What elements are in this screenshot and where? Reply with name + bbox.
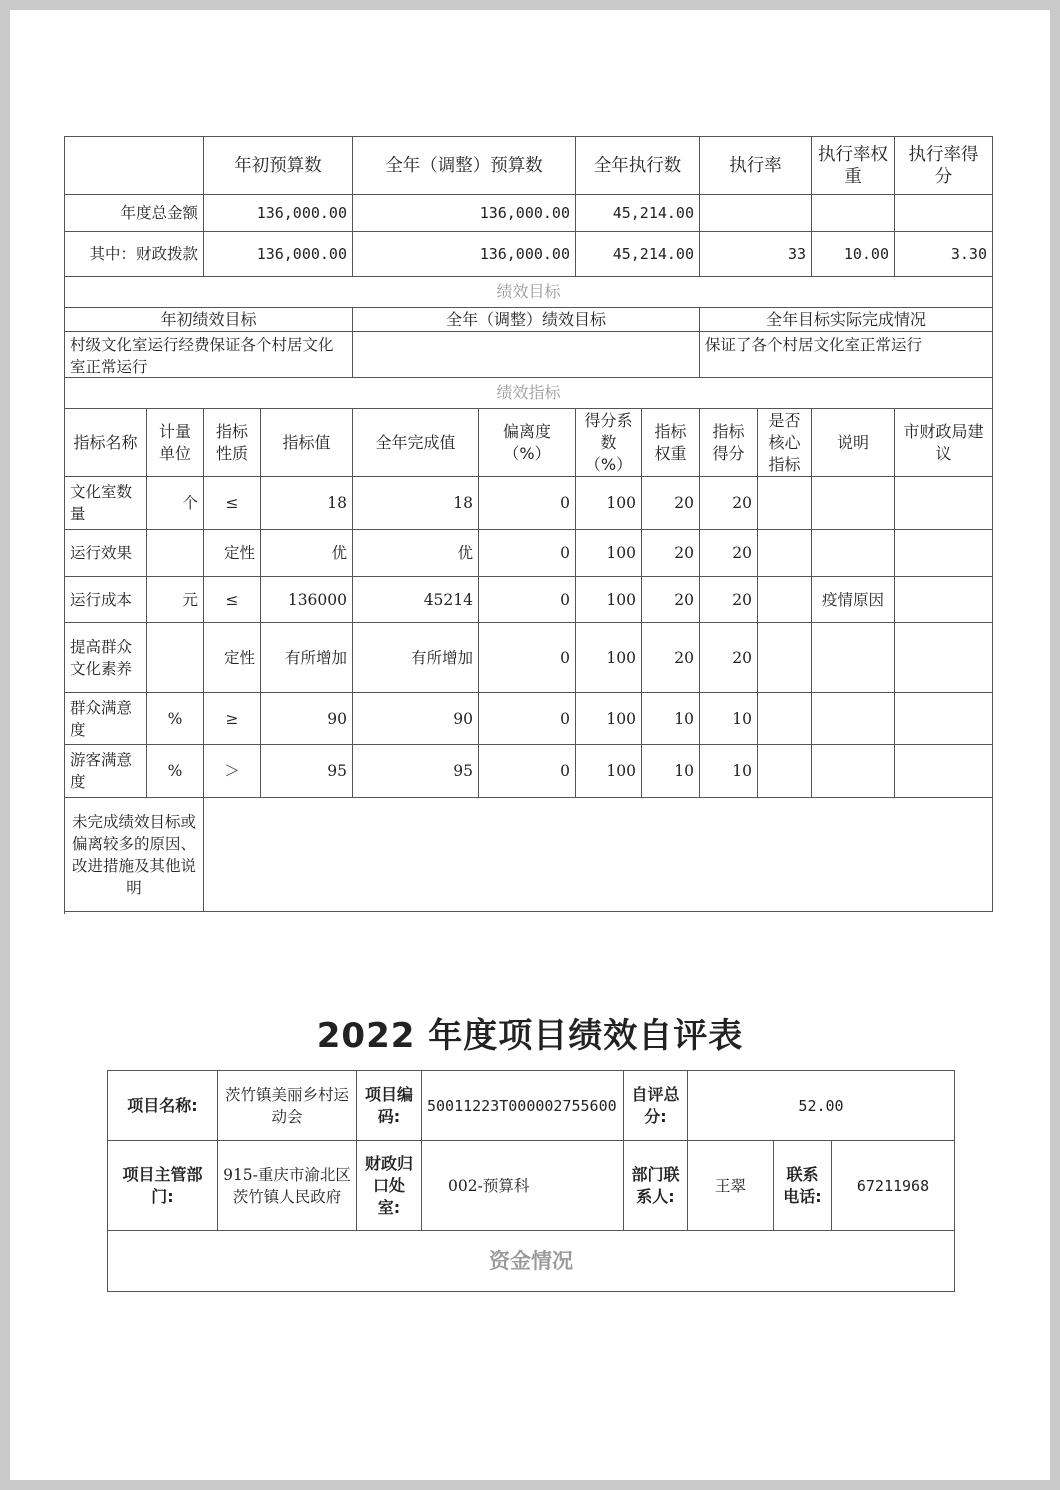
budget-score bbox=[895, 195, 993, 232]
ind-actual: 18 bbox=[353, 477, 479, 530]
goals-section-title: 绩效目标 bbox=[65, 277, 993, 308]
ind-actual: 优 bbox=[353, 530, 479, 577]
ind-core bbox=[758, 745, 812, 798]
ind-weight: 20 bbox=[642, 477, 700, 530]
ind-header: 指标名称 bbox=[65, 409, 147, 477]
ind-score: 20 bbox=[700, 477, 758, 530]
phone-label: 联系电话: bbox=[774, 1141, 832, 1231]
budget-executed: 45,214.00 bbox=[576, 195, 700, 232]
contact: 王翠 bbox=[688, 1141, 774, 1231]
budget-rate: 33 bbox=[700, 232, 812, 277]
ind-name: 运行成本 bbox=[65, 577, 147, 623]
budget-row-label: 其中：财政拨款 bbox=[65, 232, 204, 277]
ind-deviation: 0 bbox=[479, 623, 576, 693]
goals-col-adjusted: 全年（调整）绩效目标 bbox=[353, 308, 700, 332]
header-rate-score: 执行率得分 bbox=[895, 137, 993, 195]
ind-weight: 10 bbox=[642, 745, 700, 798]
dept-label: 项目主管部门: bbox=[108, 1141, 218, 1231]
ind-actual: 95 bbox=[353, 745, 479, 798]
reason-text bbox=[204, 798, 993, 912]
ind-unit: % bbox=[147, 745, 204, 798]
ind-header: 说明 bbox=[812, 409, 895, 477]
ind-unit: 个 bbox=[147, 477, 204, 530]
ind-target: 95 bbox=[261, 745, 353, 798]
ind-header: 指标得分 bbox=[700, 409, 758, 477]
ind-name: 群众满意度 bbox=[65, 693, 147, 745]
ind-core bbox=[758, 577, 812, 623]
ind-deviation: 0 bbox=[479, 577, 576, 623]
ind-advice bbox=[895, 530, 993, 577]
ind-nature: ≥ bbox=[204, 693, 261, 745]
ind-weight: 10 bbox=[642, 693, 700, 745]
ind-score: 20 bbox=[700, 623, 758, 693]
budget-weight bbox=[812, 195, 895, 232]
budget-adjusted: 136,000.00 bbox=[353, 232, 576, 277]
budget-rate bbox=[700, 195, 812, 232]
ind-header: 全年完成值 bbox=[353, 409, 479, 477]
ind-nature: ≤ bbox=[204, 577, 261, 623]
ind-advice bbox=[895, 477, 993, 530]
finance-office: 002-预算科 bbox=[422, 1141, 624, 1231]
ind-actual: 90 bbox=[353, 693, 479, 745]
ind-note bbox=[812, 745, 895, 798]
ind-header: 计量单位 bbox=[147, 409, 204, 477]
contact-label: 部门联系人: bbox=[624, 1141, 688, 1231]
ind-target: 136000 bbox=[261, 577, 353, 623]
reason-label: 未完成绩效目标或偏离较多的原因、改进措施及其他说明 bbox=[65, 798, 204, 912]
ind-name: 提高群众文化素养 bbox=[65, 623, 147, 693]
ind-header: 偏离度（%） bbox=[479, 409, 576, 477]
ind-advice bbox=[895, 623, 993, 693]
ind-nature: 定性 bbox=[204, 623, 261, 693]
ind-header: 是否核心指标 bbox=[758, 409, 812, 477]
project-name-label: 项目名称: bbox=[108, 1071, 218, 1141]
header-initial-budget: 年初预算数 bbox=[204, 137, 353, 195]
budget-initial: 136,000.00 bbox=[204, 195, 353, 232]
header-adjusted-budget: 全年（调整）预算数 bbox=[353, 137, 576, 195]
header-blank bbox=[65, 137, 204, 195]
header-exec-rate: 执行率 bbox=[700, 137, 812, 195]
ind-advice bbox=[895, 745, 993, 798]
ind-nature: 定性 bbox=[204, 530, 261, 577]
ind-actual: 45214 bbox=[353, 577, 479, 623]
ind-nature: ＞ bbox=[204, 745, 261, 798]
budget-executed: 45,214.00 bbox=[576, 232, 700, 277]
ind-core bbox=[758, 693, 812, 745]
budget-initial: 136,000.00 bbox=[204, 232, 353, 277]
goals-actual-text: 保证了各个村居文化室正常运行 bbox=[700, 332, 993, 378]
ind-note bbox=[812, 530, 895, 577]
ind-deviation: 0 bbox=[479, 745, 576, 798]
ind-name: 运行效果 bbox=[65, 530, 147, 577]
budget-row-label: 年度总金额 bbox=[65, 195, 204, 232]
ind-advice bbox=[895, 693, 993, 745]
goals-col-initial: 年初绩效目标 bbox=[65, 308, 353, 332]
ind-header: 市财政局建议 bbox=[895, 409, 993, 477]
ind-note: 疫情原因 bbox=[812, 577, 895, 623]
total-score-label: 自评总分: bbox=[624, 1071, 688, 1141]
ind-nature: ≤ bbox=[204, 477, 261, 530]
ind-unit bbox=[147, 530, 204, 577]
indicators-section-title: 绩效指标 bbox=[65, 378, 993, 409]
ind-target: 优 bbox=[261, 530, 353, 577]
header-rate-weight: 执行率权重 bbox=[812, 137, 895, 195]
finance-office-label: 财政归口处室: bbox=[357, 1141, 422, 1231]
funds-section-title: 资金情况 bbox=[108, 1231, 955, 1292]
ind-note bbox=[812, 477, 895, 530]
ind-target: 18 bbox=[261, 477, 353, 530]
ind-weight: 20 bbox=[642, 530, 700, 577]
ind-deviation: 0 bbox=[479, 530, 576, 577]
ind-header: 得分系数（%） bbox=[576, 409, 642, 477]
ind-name: 游客满意度 bbox=[65, 745, 147, 798]
ind-note bbox=[812, 623, 895, 693]
ind-unit: % bbox=[147, 693, 204, 745]
ind-core bbox=[758, 623, 812, 693]
ind-core bbox=[758, 530, 812, 577]
form-title: 2022 年度项目绩效自评表 bbox=[316, 1016, 744, 1056]
ind-target: 90 bbox=[261, 693, 353, 745]
ind-weight: 20 bbox=[642, 623, 700, 693]
ind-coef: 100 bbox=[576, 623, 642, 693]
header-executed: 全年执行数 bbox=[576, 137, 700, 195]
ind-unit bbox=[147, 623, 204, 693]
project-code-label: 项目编码: bbox=[357, 1071, 422, 1141]
goals-adjusted-text bbox=[353, 332, 700, 378]
ind-name: 文化室数量 bbox=[65, 477, 147, 530]
ind-advice bbox=[895, 577, 993, 623]
ind-unit: 元 bbox=[147, 577, 204, 623]
ind-note bbox=[812, 693, 895, 745]
ind-deviation: 0 bbox=[479, 477, 576, 530]
ind-score: 20 bbox=[700, 577, 758, 623]
ind-weight: 20 bbox=[642, 577, 700, 623]
ind-header: 指标值 bbox=[261, 409, 353, 477]
project-info-table bbox=[107, 1070, 955, 1292]
ind-score: 10 bbox=[700, 745, 758, 798]
ind-score: 20 bbox=[700, 530, 758, 577]
ind-coef: 100 bbox=[576, 477, 642, 530]
project-code: 50011223T000002755600 bbox=[422, 1071, 624, 1141]
total-score: 52.00 bbox=[688, 1071, 955, 1141]
phone: 67211968 bbox=[832, 1141, 955, 1231]
ind-actual: 有所增加 bbox=[353, 623, 479, 693]
project-name: 茨竹镇美丽乡村运动会 bbox=[218, 1071, 357, 1141]
performance-table bbox=[64, 136, 993, 914]
ind-deviation: 0 bbox=[479, 693, 576, 745]
ind-target: 有所增加 bbox=[261, 623, 353, 693]
ind-core bbox=[758, 477, 812, 530]
ind-score: 10 bbox=[700, 693, 758, 745]
budget-adjusted: 136,000.00 bbox=[353, 195, 576, 232]
dept: 915-重庆市渝北区茨竹镇人民政府 bbox=[218, 1141, 357, 1231]
ind-header: 指标性质 bbox=[204, 409, 261, 477]
budget-score: 3.30 bbox=[895, 232, 993, 277]
ind-header: 指标权重 bbox=[642, 409, 700, 477]
ind-coef: 100 bbox=[576, 577, 642, 623]
ind-coef: 100 bbox=[576, 745, 642, 798]
goals-initial-text: 村级文化室运行经费保证各个村居文化室正常运行 bbox=[65, 332, 353, 378]
ind-coef: 100 bbox=[576, 693, 642, 745]
budget-weight: 10.00 bbox=[812, 232, 895, 277]
goals-col-actual: 全年目标实际完成情况 bbox=[700, 308, 993, 332]
ind-coef: 100 bbox=[576, 530, 642, 577]
